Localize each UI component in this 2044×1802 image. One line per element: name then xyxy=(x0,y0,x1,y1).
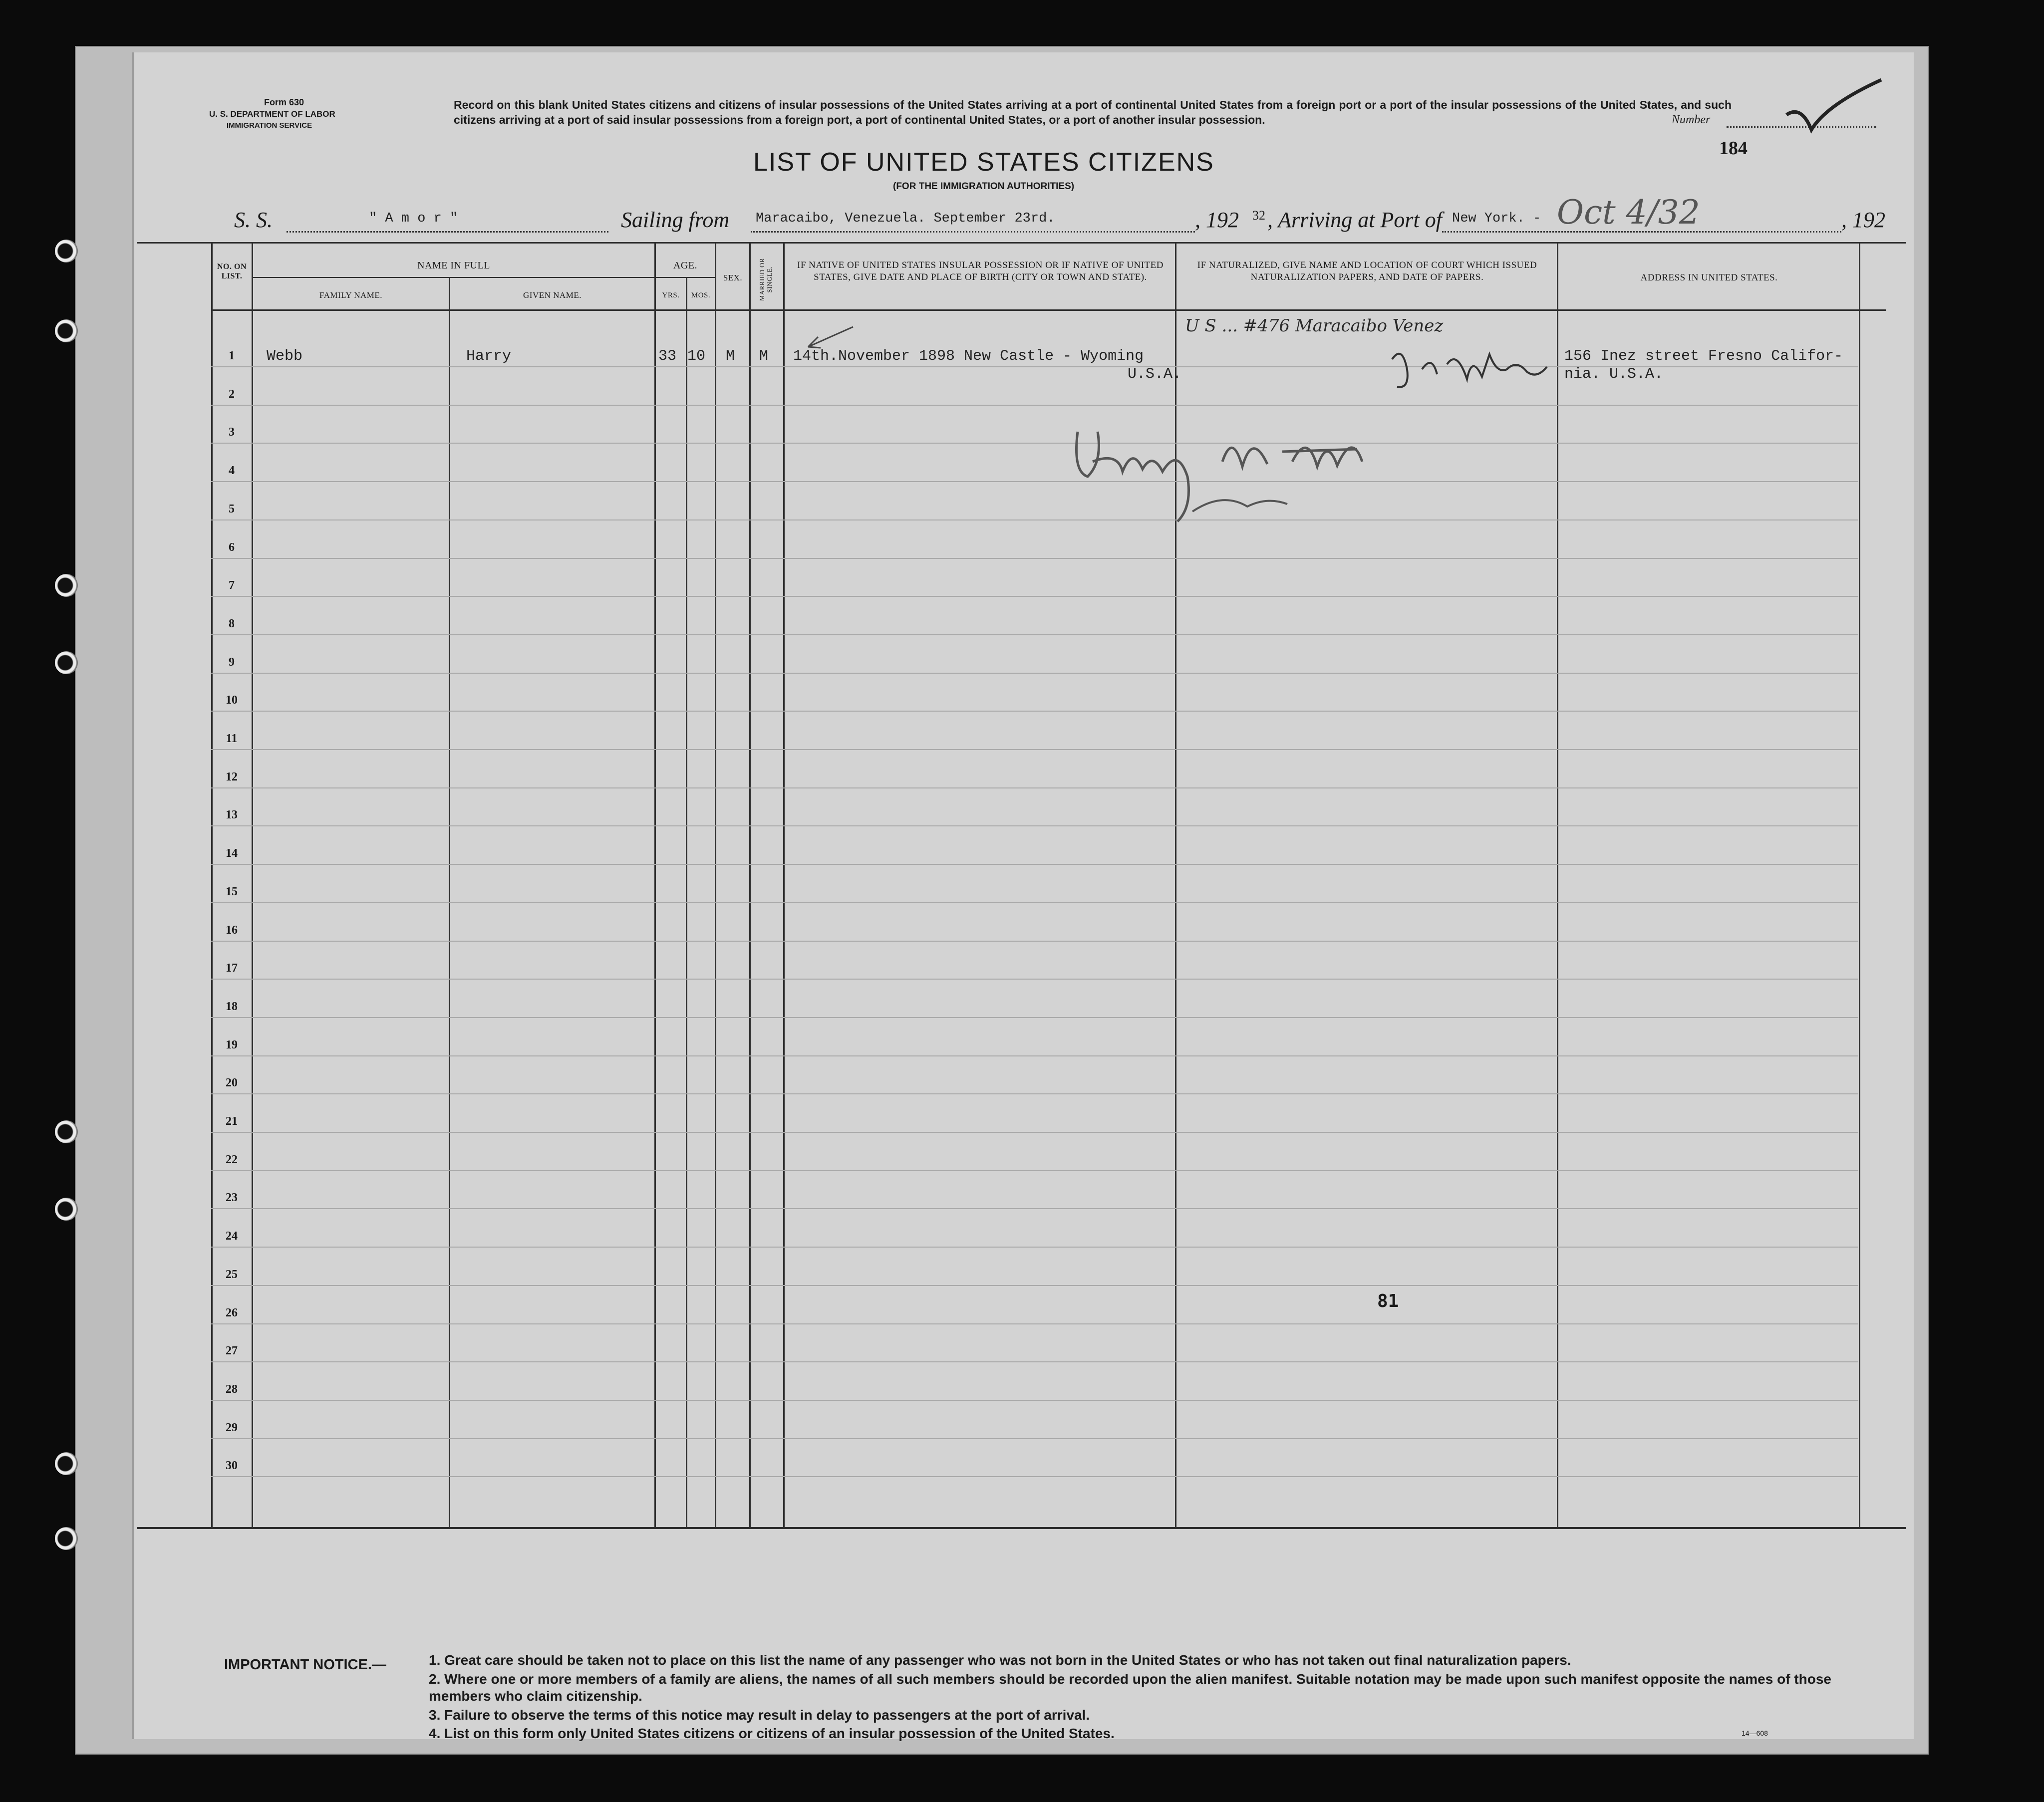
col-header-yrs: YRS. xyxy=(662,291,680,299)
row-number: 28 xyxy=(226,1382,238,1396)
table-top-rule xyxy=(137,242,1906,244)
col-line-0 xyxy=(211,242,213,1527)
col-header-married: MARRIED OR SINGLE. xyxy=(758,257,773,301)
year-suffix-1: 32 xyxy=(1252,208,1265,223)
notice-item-2: 2. Where one or more members of a family are aliens, the names of all such members should be recorded upon the alien manifest. Suitable notation may be made upon such manifest opposite the names of those members who claim citizenship. xyxy=(429,1671,1831,1704)
row-number: 19 xyxy=(226,1038,238,1051)
row-number: 18 xyxy=(226,1000,238,1013)
col-header-native: IF NATIVE OF UNITED STATES INSULAR POSSESSION OR IF NATIVE OF UNITED STATES, GIVE DATE AND PLACE OF BIRTH (CITY OR TOWN AND STATE). xyxy=(797,260,1164,282)
row-rule xyxy=(211,1093,1858,1094)
form-title: LIST OF UNITED STATES CITIZENS xyxy=(753,148,1214,177)
row-number: 7 xyxy=(229,579,235,592)
notice-item-3: 3. Failure to observe the terms of this notice may result in delay to passengers at the port of arrival. xyxy=(429,1707,1090,1723)
row-number: 5 xyxy=(229,502,235,515)
entry-address-line1: 156 Inez street Fresno Califor- xyxy=(1564,348,1843,365)
instructions-text: Record on this blank United States citizens and citizens of insular possessions of the United States arriving at a port of continental United States from a foreign port or a port of the insular possessions of the United States, and such citizens arriving at a port of said insular possessions from a foreign port, a port of continental United States, or a port of another insular possession. xyxy=(454,98,1732,126)
row-rule xyxy=(211,825,1858,826)
header-bottom-rule xyxy=(211,309,1886,311)
col-line-6 xyxy=(749,242,751,1527)
row-number: 29 xyxy=(226,1421,238,1434)
passenger-signature xyxy=(1058,402,1367,531)
year-prefix-1: , 192 xyxy=(1195,208,1239,232)
col-line-5 xyxy=(715,242,716,1527)
row-rule xyxy=(211,673,1858,674)
age-subheader-rule xyxy=(654,277,715,278)
binder-hole xyxy=(55,1527,78,1550)
row-rule xyxy=(211,711,1858,712)
ship-arrow-mark xyxy=(798,322,858,352)
row-number: 17 xyxy=(226,962,238,975)
binder-hole xyxy=(55,574,78,597)
entry-age-yrs: 33 xyxy=(658,348,677,365)
binder-hole xyxy=(55,1198,78,1221)
row-rule xyxy=(211,749,1858,750)
sailing-from: Maracaibo, Venezuela. September 23rd. xyxy=(756,211,1055,226)
col-header-family-name: FAMILY NAME. xyxy=(319,290,383,300)
number-label: Number xyxy=(1672,113,1711,126)
binder-hole xyxy=(55,1120,78,1143)
col-header-no: NO. ON LIST. xyxy=(217,262,247,280)
row-rule xyxy=(211,1361,1858,1362)
notice-label: IMPORTANT NOTICE.— xyxy=(224,1657,386,1673)
row-rule xyxy=(211,902,1858,903)
entry-married: M xyxy=(759,348,769,365)
row-rule xyxy=(211,443,1858,444)
col-header-naturalized: IF NATURALIZED, GIVE NAME AND LOCATION OF COURT WHICH ISSUED NATURALIZATION PAPERS, AND DATE OF PAPERS. xyxy=(1197,260,1537,282)
binder-hole xyxy=(55,651,78,674)
entry-birth-line2: U.S.A. xyxy=(1128,366,1182,383)
form-number: Form 630 xyxy=(264,97,304,107)
row-number: 12 xyxy=(226,770,238,783)
arrival-port: New York. - xyxy=(1452,211,1541,226)
ss-label: S. S. xyxy=(234,208,273,232)
notice-item-4: 4. List on this form only United States citizens or citizens of an insular possession of the United States. xyxy=(429,1726,1115,1741)
row-rule xyxy=(211,1055,1858,1056)
row-number: 15 xyxy=(226,885,238,898)
row-rule xyxy=(211,405,1858,406)
col-header-mos: MOS. xyxy=(691,291,711,299)
row-rule xyxy=(211,1017,1858,1018)
col-line-3 xyxy=(654,242,656,1527)
row-number: 30 xyxy=(226,1459,238,1473)
row-rule xyxy=(211,1285,1858,1286)
col-header-given-name: GIVEN NAME. xyxy=(523,290,582,300)
form-code: 14—608 xyxy=(1742,1729,1768,1737)
row-number: 4 xyxy=(229,464,235,478)
row-number: 6 xyxy=(229,540,235,554)
col-line-10 xyxy=(1859,242,1860,1527)
row-number: 23 xyxy=(226,1191,238,1205)
col-header-name-in-full: NAME IN FULL xyxy=(417,260,490,271)
col-line-7 xyxy=(783,242,785,1527)
col-line-1 xyxy=(252,242,253,1527)
row-number: 22 xyxy=(226,1153,238,1166)
row-number: 2 xyxy=(229,387,235,401)
sailing-underline xyxy=(751,231,1195,233)
row-rule xyxy=(211,596,1858,597)
entry-address-line2: nia. U.S.A. xyxy=(1564,366,1664,383)
department-name: U. S. DEPARTMENT OF LABOR xyxy=(209,109,335,119)
row-number: 27 xyxy=(226,1344,238,1358)
row-rule xyxy=(211,1400,1858,1401)
col-header-sex: SEX. xyxy=(723,273,743,282)
row-rule xyxy=(211,634,1858,635)
entry-birth-line1: 14th.November 1898 New Castle - Wyoming xyxy=(793,348,1144,365)
col-header-address: ADDRESS IN UNITED STATES. xyxy=(1640,272,1778,283)
row-rule xyxy=(211,1476,1858,1477)
name-subheader-rule xyxy=(252,277,655,278)
row-number: 20 xyxy=(226,1076,238,1090)
row-rule xyxy=(211,1323,1858,1324)
row-rule xyxy=(211,519,1858,520)
row-number: 1 xyxy=(229,349,235,362)
row-number: 14 xyxy=(226,847,238,860)
entry-sex: M xyxy=(726,348,735,365)
row-number: 26 xyxy=(226,1306,238,1319)
row-number: 3 xyxy=(229,426,235,439)
binder-hole xyxy=(55,240,78,262)
row-number: 16 xyxy=(226,923,238,937)
row-rule xyxy=(211,864,1858,865)
row-number: 24 xyxy=(226,1230,238,1243)
ship-underline xyxy=(287,231,608,233)
year-prefix-2: , 192 xyxy=(1841,208,1885,232)
col-header-age: AGE. xyxy=(673,260,698,271)
row-rule xyxy=(211,979,1858,980)
row-rule xyxy=(211,481,1858,482)
row-number: 10 xyxy=(226,694,238,707)
entry-given-name: Harry xyxy=(466,348,512,365)
row-rule xyxy=(211,1132,1858,1133)
row-number: 9 xyxy=(229,655,235,669)
entry-age-mos: 10 xyxy=(687,348,706,365)
checkmark-icon xyxy=(1781,75,1891,140)
arrival-date-handwritten: Oct 4/32 xyxy=(1557,193,1700,232)
row-rule xyxy=(211,941,1858,942)
form-page xyxy=(132,52,1914,1739)
entry-family-name: Webb xyxy=(267,348,303,365)
row-rule xyxy=(211,558,1858,559)
row-rule xyxy=(211,1247,1858,1248)
row-number: 13 xyxy=(226,808,238,822)
row-number: 25 xyxy=(226,1268,238,1281)
row-number: 21 xyxy=(226,1115,238,1128)
arriving-label: , Arriving at Port of xyxy=(1267,208,1442,232)
ship-name: " A m o r " xyxy=(369,211,458,226)
stamp-number: 81 xyxy=(1377,1291,1399,1311)
row-rule xyxy=(211,1208,1858,1209)
form-subtitle: (FOR THE IMMIGRATION AUTHORITIES) xyxy=(893,181,1075,192)
sailing-label: Sailing from xyxy=(621,208,730,232)
table-bottom-rule xyxy=(137,1527,1906,1529)
notice-item-1: 1. Great care should be taken not to place on this list the name of any passenger who was not born in the United States or who has not taken out final naturalization papers. xyxy=(429,1652,1571,1668)
official-signature-walker xyxy=(1382,339,1552,394)
row-number: 11 xyxy=(226,732,238,745)
entry-naturalized-handwritten: U S ... #476 Maracaibo Venez xyxy=(1185,316,1444,336)
row-rule xyxy=(211,1438,1858,1439)
row-number: 8 xyxy=(229,617,235,630)
list-number: 184 xyxy=(1719,138,1748,159)
row-rule xyxy=(211,1170,1858,1171)
binder-hole xyxy=(55,319,78,342)
service-name: IMMIGRATION SERVICE xyxy=(227,121,312,130)
binder-hole xyxy=(55,1452,78,1475)
col-line-9 xyxy=(1557,242,1558,1527)
row-rule xyxy=(211,787,1858,788)
